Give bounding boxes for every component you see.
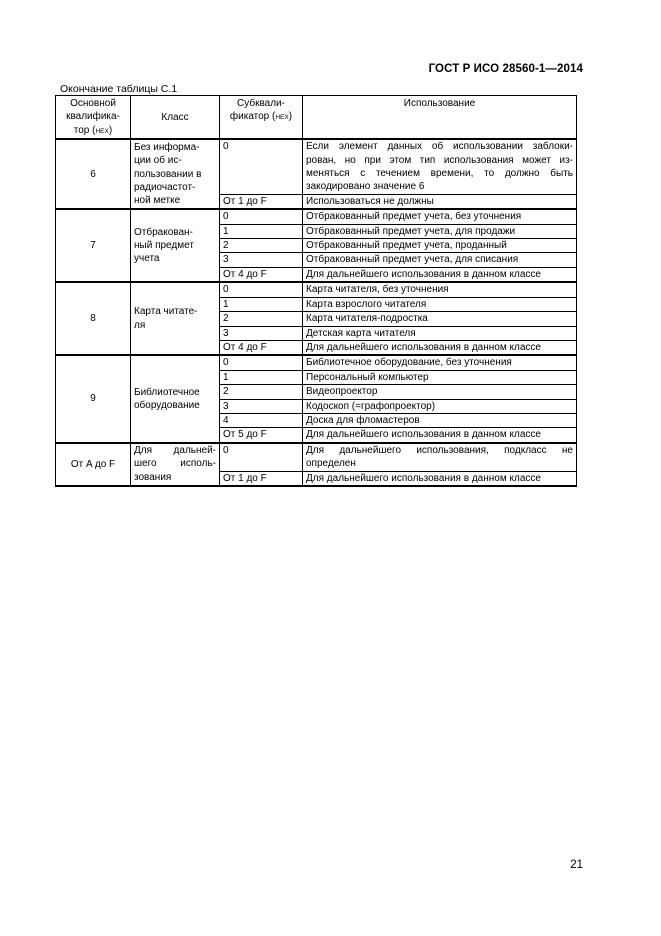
subqualifier-cell: 0 (220, 209, 303, 224)
header-class: Класс (131, 96, 220, 140)
subqualifier-cell: 1 (220, 224, 303, 238)
usage-cell: Карта взрослого читателя (303, 297, 577, 311)
table-row (56, 443, 577, 471)
subqualifier-cell: 3 (220, 399, 303, 413)
usage-cell: Библиотечное оборудование, без уточнения (303, 355, 577, 370)
table-caption: Окончание таблицы С.1 (60, 83, 178, 95)
usage-cell: Для дальнейшего использования в данном классе (303, 428, 577, 443)
subqualifier-cell: От 5 до F (220, 428, 303, 443)
class-cell: Отбракован- ный предмет учета (131, 209, 220, 282)
subqualifier-cell: 2 (220, 312, 303, 326)
qualifier-cell: 7 (56, 209, 131, 282)
subqualifier-cell: 3 (220, 326, 303, 340)
codes-table (55, 95, 577, 487)
usage-cell: Карта читателя-подростка (303, 312, 577, 326)
header-subqualifier: Субквали- фикатор (HEX) (220, 96, 303, 140)
class-cell: Карта читате- ля (131, 282, 220, 355)
subqualifier-cell: От 4 до F (220, 340, 303, 355)
class-cell: Библиотечное оборудование (131, 355, 220, 442)
header-usage: Использование (303, 96, 577, 140)
usage-cell: Персональный компьютер (303, 370, 577, 384)
subqualifier-cell: 3 (220, 253, 303, 267)
class-cell: Без информа- ции об ис- пользовании в радиочастот- ной метке (131, 139, 220, 209)
usage-cell: Отбракованный предмет учета, проданный (303, 239, 577, 253)
subqualifier-cell: От 4 до F (220, 267, 303, 282)
qualifier-cell: 8 (56, 282, 131, 355)
subqualifier-cell: От 1 до F (220, 194, 303, 209)
usage-cell: Отбракованный предмет учета, для списания (303, 253, 577, 267)
header-qualifier: Основной квалифика- тор (HEX) (56, 96, 131, 140)
subqualifier-cell: 0 (220, 282, 303, 297)
subqualifier-cell: 1 (220, 370, 303, 384)
usage-cell: Отбракованный предмет учета, для продажи (303, 224, 577, 238)
subqualifier-cell: 0 (220, 139, 303, 194)
subqualifier-cell: От 1 до F (220, 471, 303, 486)
subqualifier-cell: 0 (220, 443, 303, 471)
usage-cell: Карта читателя, без уточнения (303, 282, 577, 297)
qualifier-cell: 9 (56, 355, 131, 442)
usage-cell: Использоваться не должны (303, 194, 577, 209)
document-code-header: ГОСТ Р ИСО 28560-1—2014 (428, 63, 583, 75)
usage-cell: Видеопроектор (303, 385, 577, 399)
usage-cell: Кодоскоп (=графопроектор) (303, 399, 577, 413)
usage-cell: Для дальнейшего использования в данном классе (303, 267, 577, 282)
table-row (56, 139, 577, 194)
usage-cell: Детская карта читателя (303, 326, 577, 340)
table-header-row (56, 96, 577, 140)
subqualifier-cell: 2 (220, 239, 303, 253)
usage-cell: Для дальнейшего использования, подкласс не определен (303, 443, 577, 471)
qualifier-cell: 6 (56, 139, 131, 209)
table-row (56, 282, 577, 297)
usage-cell: Для дальнейшего использования в данном классе (303, 471, 577, 486)
class-cell: Для дальней- шего исполь- зования (131, 443, 220, 486)
table-row (56, 209, 577, 224)
usage-cell: Для дальнейшего использования в данном классе (303, 340, 577, 355)
subqualifier-cell: 4 (220, 413, 303, 427)
subqualifier-cell: 1 (220, 297, 303, 311)
usage-cell: Доска для фломастеров (303, 413, 577, 427)
usage-cell: Если элемент данных об использовании заблоки- рован, но при этом тип использования может из- меняться с течением времени, то должно быть закодировано значение 6 (303, 139, 577, 194)
page-number: 21 (570, 859, 583, 871)
usage-cell: Отбракованный предмет учета, без уточнения (303, 209, 577, 224)
qualifier-cell: От A до F (56, 443, 131, 486)
subqualifier-cell: 0 (220, 355, 303, 370)
subqualifier-cell: 2 (220, 385, 303, 399)
table-row (56, 355, 577, 370)
